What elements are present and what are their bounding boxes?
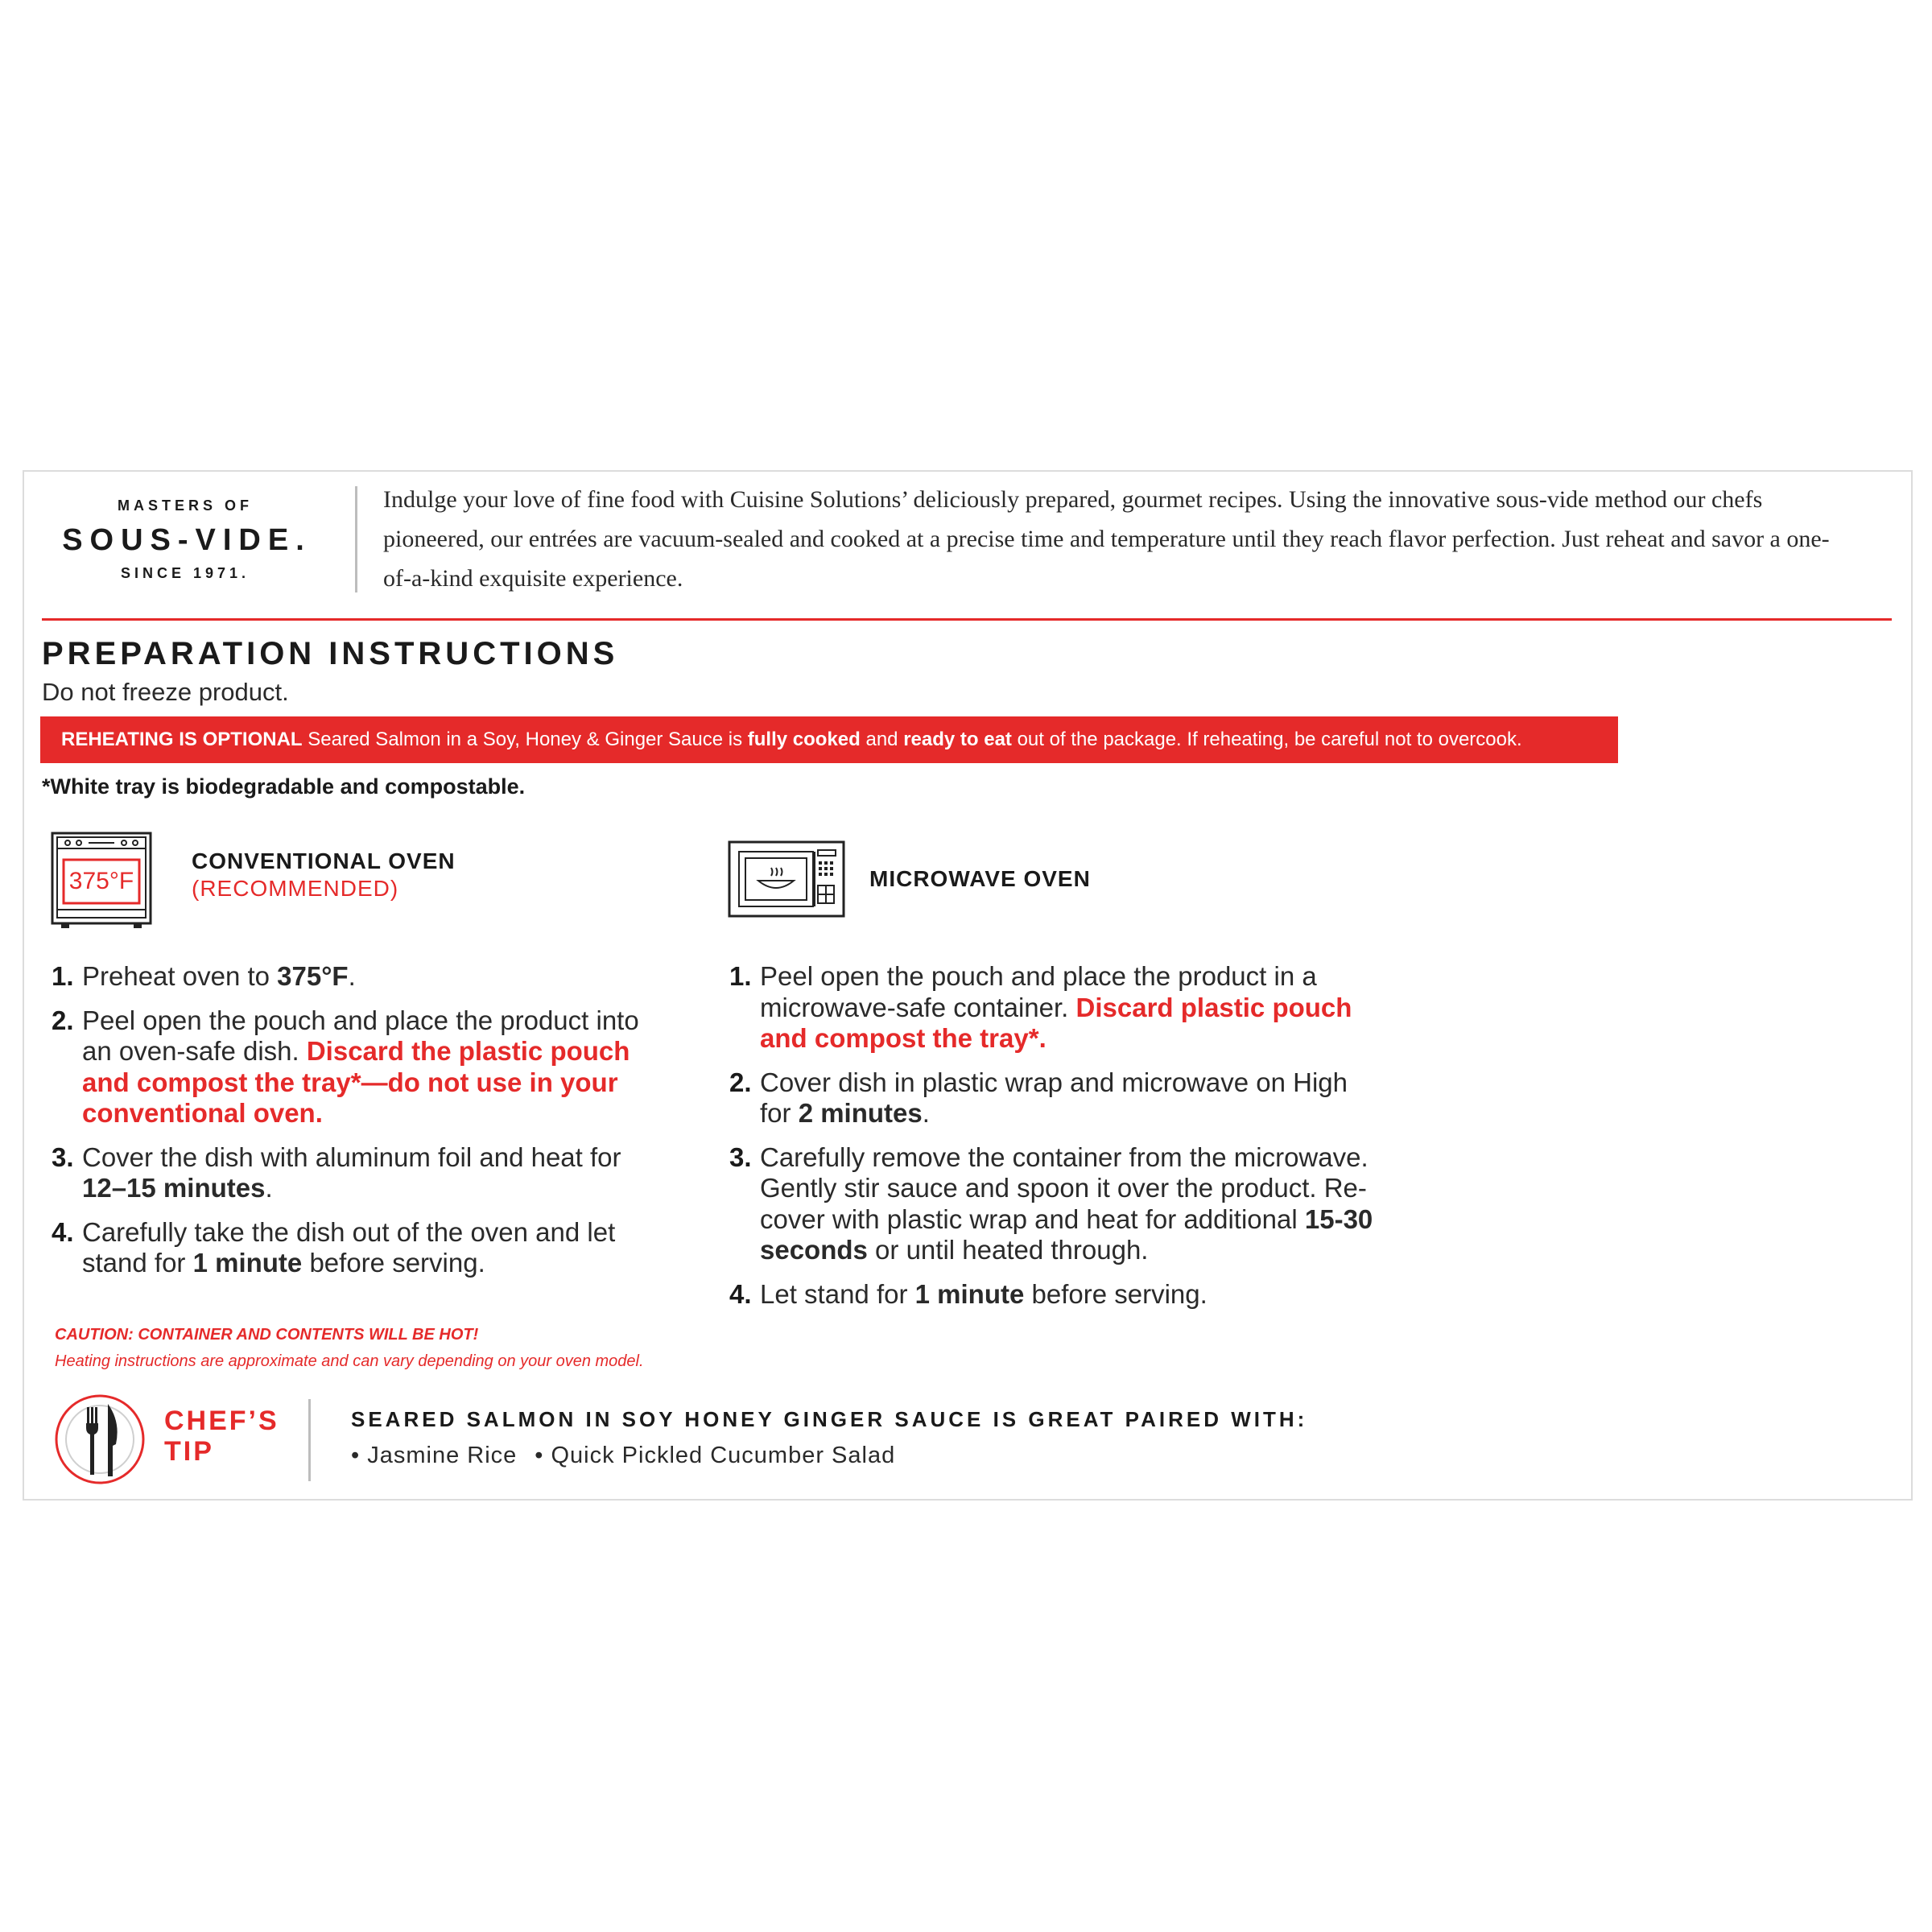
microwave-step — [729, 1142, 1373, 1266]
brand-logo-text: SOUS-VIDE. — [62, 523, 312, 557]
step-text: Carefully take the dish out of the oven and let stand for — [82, 1216, 616, 1278]
header-divider — [355, 486, 357, 592]
reheating-banner — [40, 716, 1618, 763]
step-text: . — [265, 1173, 273, 1203]
step-bold: 375°F — [277, 961, 349, 991]
oven-title: CONVENTIONAL OVEN — [192, 848, 456, 873]
page-title: PREPARATION INSTRUCTIONS — [42, 636, 619, 671]
tray-note: *White tray is biodegradable and compostable. — [42, 774, 526, 799]
step-number: 4. — [52, 1216, 74, 1247]
oven-steps — [52, 961, 663, 1292]
banner-bold-2: ready to eat — [903, 729, 1012, 750]
step-text: before serving. — [1024, 1278, 1208, 1309]
microwave-steps — [729, 961, 1373, 1323]
step-number: 2. — [729, 1067, 752, 1097]
pairing-title: SEARED SALMON IN SOY HONEY GINGER SAUCE IS GREAT PAIRED WITH: — [351, 1407, 1308, 1431]
banner-text-2: and — [860, 729, 904, 750]
step-bold: 12–15 minutes — [82, 1173, 266, 1203]
pairing-item: • Quick Pickled Cucumber Salad — [535, 1443, 896, 1468]
step-number: 3. — [729, 1141, 752, 1172]
banner-text-3: out of the package. If reheating, be careful not to overcook. — [1011, 729, 1522, 750]
step-number: 1. — [52, 961, 74, 991]
step-text: Peel open the pouch and place the product in a microwave-safe container. — [760, 961, 1317, 1022]
intro-paragraph: Indulge your love of fine food with Cuisine Solutions’ deliciously prepared, gourmet recipes. Using the innovative sous-vide method our chefs pioneered, our entrées are vacuum-sealed and cooked at a precise time and temperature until they reach flavor perfection. Just reheat and savor a one-of-a-kind exquisite experience. — [383, 486, 1830, 592]
oven-temp-label: 375°F — [68, 868, 134, 894]
microwave-step — [729, 1067, 1373, 1129]
step-text: . — [348, 961, 356, 991]
step-text: Cover the dish with aluminum foil and heat for — [82, 1141, 621, 1172]
microwave-title: MICROWAVE OVEN — [869, 866, 1091, 891]
step-number: 4. — [729, 1278, 752, 1309]
step-text: Cover dish in plastic wrap and microwave on High for — [760, 1067, 1348, 1128]
oven-subtitle: (RECOMMENDED) — [192, 876, 399, 901]
heating-note: Heating instructions are approximate and can vary depending on your oven model. — [55, 1352, 644, 1370]
chefs-tip-divider — [308, 1399, 311, 1481]
step-text: before serving. — [302, 1248, 485, 1278]
step-text: or until heated through. — [867, 1235, 1149, 1265]
step-text: . — [922, 1098, 930, 1128]
microwave-step — [729, 961, 1373, 1055]
microwave-step — [729, 1279, 1373, 1311]
step-bold: 1 minute — [914, 1278, 1025, 1309]
chefs-tip-line1: CHEF’S — [164, 1406, 279, 1436]
pairing-item: • Jasmine Rice — [351, 1443, 518, 1468]
section-rule — [42, 618, 1892, 621]
step-warning: Discard plastic pouch and compost the tray*. — [760, 992, 1352, 1053]
step-text: Let stand for — [760, 1278, 915, 1309]
banner-lead: REHEATING IS OPTIONAL — [61, 729, 303, 750]
brand-tagline-bottom: SINCE 1971. — [120, 565, 250, 581]
freeze-warning: Do not freeze product. — [42, 678, 289, 706]
banner-text-1: Seared Salmon in a Soy, Honey & Ginger Sauce is — [302, 729, 748, 750]
oven-step — [52, 1005, 663, 1129]
step-number: 1. — [729, 961, 752, 991]
step-number: 3. — [52, 1141, 74, 1172]
microwave-icon — [728, 840, 845, 919]
step-bold: 2 minutes — [798, 1098, 923, 1128]
oven-step — [52, 961, 663, 993]
banner-bold-1: fully cooked — [747, 729, 861, 750]
step-bold: 15-30 seconds — [760, 1203, 1373, 1265]
step-number: 2. — [52, 1005, 74, 1035]
step-warning: Discard the plastic pouch and compost the tray*—do not use in your conventional oven. — [82, 1036, 630, 1128]
chefs-tip-line2: TIP — [164, 1436, 214, 1467]
oven-step — [52, 1142, 663, 1204]
oven-icon — [50, 831, 153, 929]
pairing-list — [351, 1443, 895, 1469]
brand-tagline-top: MASTERS OF — [117, 497, 253, 514]
fork-knife-icon — [53, 1393, 147, 1486]
chefs-tip-label — [164, 1406, 279, 1467]
oven-step — [52, 1217, 663, 1279]
caution-text: CAUTION: CONTAINER AND CONTENTS WILL BE HOT! — [55, 1326, 479, 1344]
step-text: Carefully remove the container from the microwave. Gently stir sauce and spoon it over the product. Re-cover with plastic wrap and heat for additional — [760, 1141, 1368, 1234]
step-bold: 1 minute — [192, 1248, 303, 1278]
step-text: Preheat oven to — [82, 961, 278, 991]
step-text: Peel open the pouch and place the product into an oven-safe dish. — [82, 1005, 639, 1066]
